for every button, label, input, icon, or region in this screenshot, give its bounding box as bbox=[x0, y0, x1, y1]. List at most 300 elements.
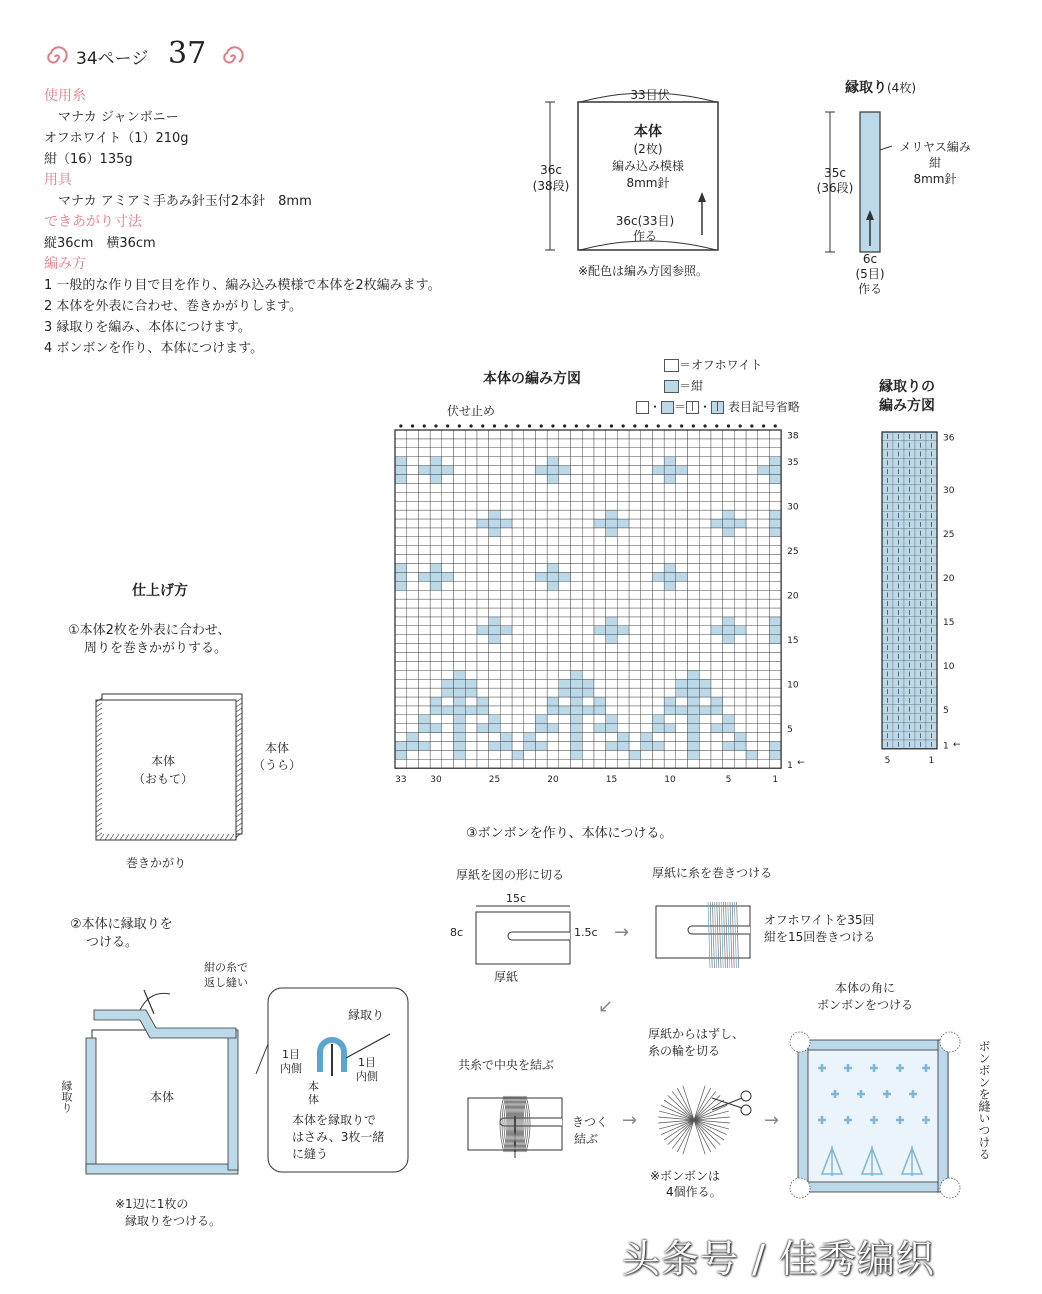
white-stitch bbox=[442, 750, 454, 759]
arrow-right-icon: → bbox=[764, 1110, 780, 1131]
white-stitch bbox=[582, 626, 594, 635]
body-cast-value: 36c(33目) bbox=[615, 214, 675, 228]
white-stitch bbox=[594, 759, 606, 768]
white-stitch bbox=[489, 697, 501, 706]
navy-stitch bbox=[547, 581, 559, 590]
white-stitch bbox=[454, 430, 466, 439]
navy-stitch bbox=[559, 679, 571, 688]
navy-stitch bbox=[617, 626, 629, 635]
white-stitch bbox=[407, 528, 419, 537]
white-stitch bbox=[641, 457, 653, 466]
white-stitch bbox=[547, 430, 559, 439]
white-stitch bbox=[769, 590, 781, 599]
white-stitch bbox=[454, 617, 466, 626]
white-stitch bbox=[430, 644, 442, 653]
white-stitch bbox=[571, 617, 583, 626]
navy-stitch bbox=[395, 742, 407, 751]
white-stitch bbox=[758, 750, 770, 759]
white-stitch bbox=[465, 670, 477, 679]
white-stitch bbox=[699, 546, 711, 555]
white-stitch bbox=[652, 653, 664, 662]
white-stitch bbox=[535, 733, 547, 742]
white-stitch bbox=[582, 466, 594, 475]
white-stitch bbox=[418, 733, 430, 742]
white-stitch bbox=[594, 661, 606, 670]
border-side-label: 縁取り bbox=[60, 1080, 73, 1113]
white-stitch bbox=[652, 492, 664, 501]
attach-note-2: ボンボンをつける bbox=[816, 998, 913, 1012]
finish-step-1-line-1: ①本体2枚を外表に合わせ、 bbox=[68, 623, 231, 638]
pompom-count-1: ※ボンボンは bbox=[650, 1169, 721, 1183]
white-stitch bbox=[559, 653, 571, 662]
navy-stitch bbox=[723, 715, 735, 724]
white-stitch bbox=[477, 475, 489, 484]
white-stitch bbox=[547, 644, 559, 653]
white-stitch bbox=[454, 644, 466, 653]
navy-stitch bbox=[489, 635, 501, 644]
finish-step-1-line-2: 周りを巻きかがりする。 bbox=[84, 641, 228, 656]
white-stitch bbox=[734, 653, 746, 662]
white-stitch bbox=[617, 510, 629, 519]
white-stitch bbox=[395, 759, 407, 768]
navy-stitch bbox=[606, 635, 618, 644]
white-stitch bbox=[676, 492, 688, 501]
pompom bbox=[940, 1032, 960, 1052]
legend-white bbox=[664, 356, 762, 373]
white-stitch bbox=[407, 510, 419, 519]
white-stitch bbox=[500, 590, 512, 599]
white-stitch bbox=[699, 599, 711, 608]
cut-label: 厚紙を図の形に切る bbox=[456, 868, 565, 882]
white-stitch bbox=[454, 661, 466, 670]
white-stitch bbox=[711, 510, 723, 519]
white-stitch bbox=[758, 617, 770, 626]
white-stitch bbox=[512, 617, 524, 626]
white-stitch bbox=[454, 483, 466, 492]
white-stitch bbox=[664, 519, 676, 528]
white-stitch bbox=[559, 608, 571, 617]
white-stitch bbox=[652, 661, 664, 670]
navy-stitch bbox=[407, 742, 419, 751]
white-stitch bbox=[641, 599, 653, 608]
white-stitch bbox=[711, 439, 723, 448]
navy-stitch bbox=[500, 742, 512, 751]
cushion-border bbox=[798, 1040, 808, 1192]
navy-stitch bbox=[442, 688, 454, 697]
white-stitch bbox=[524, 448, 536, 457]
white-stitch bbox=[571, 492, 583, 501]
white-stitch bbox=[664, 644, 676, 653]
white-stitch bbox=[758, 581, 770, 590]
inner-right-1: 1目 bbox=[358, 1056, 376, 1069]
white-stitch bbox=[758, 439, 770, 448]
white-stitch bbox=[746, 617, 758, 626]
white-stitch bbox=[652, 608, 664, 617]
white-stitch bbox=[699, 492, 711, 501]
navy-stitch bbox=[500, 733, 512, 742]
white-stitch bbox=[641, 724, 653, 733]
white-stitch bbox=[489, 546, 501, 555]
white-stitch bbox=[500, 599, 512, 608]
legend-navy-label: ＝紺 bbox=[679, 379, 704, 393]
white-stitch bbox=[617, 590, 629, 599]
white-stitch bbox=[395, 653, 407, 662]
navy-stitch bbox=[711, 519, 723, 528]
white-stitch bbox=[758, 706, 770, 715]
white-stitch bbox=[758, 759, 770, 768]
inner-left-2: 内側 bbox=[280, 1062, 302, 1075]
navy-stitch bbox=[676, 466, 688, 475]
white-stitch bbox=[652, 546, 664, 555]
white-stitch bbox=[652, 510, 664, 519]
white-stitch bbox=[758, 742, 770, 751]
white-stitch bbox=[617, 670, 629, 679]
white-stitch bbox=[395, 679, 407, 688]
navy-stitch bbox=[395, 466, 407, 475]
white-stitch bbox=[664, 679, 676, 688]
white-stitch bbox=[582, 670, 594, 679]
border-spec bbox=[880, 139, 990, 187]
white-stitch bbox=[430, 510, 442, 519]
bind-off-mark bbox=[715, 424, 718, 427]
white-stitch bbox=[769, 572, 781, 581]
white-stitch bbox=[746, 661, 758, 670]
navy-stitch bbox=[547, 475, 559, 484]
white-stitch bbox=[758, 492, 770, 501]
white-stitch bbox=[489, 457, 501, 466]
white-stitch bbox=[594, 715, 606, 724]
white-stitch bbox=[547, 679, 559, 688]
inner-left bbox=[276, 1048, 306, 1076]
white-stitch bbox=[676, 564, 688, 573]
white-stitch bbox=[676, 528, 688, 537]
white-stitch bbox=[746, 457, 758, 466]
white-stitch bbox=[524, 564, 536, 573]
white-stitch bbox=[489, 430, 501, 439]
white-stitch bbox=[535, 706, 547, 715]
white-stitch bbox=[512, 644, 524, 653]
white-stitch bbox=[407, 670, 419, 679]
white-stitch bbox=[407, 679, 419, 688]
white-stitch bbox=[442, 599, 454, 608]
white-stitch bbox=[606, 439, 618, 448]
white-stitch bbox=[418, 492, 430, 501]
white-stitch bbox=[676, 599, 688, 608]
navy-stitch bbox=[664, 457, 676, 466]
white-stitch bbox=[641, 430, 653, 439]
body-title: 本体 bbox=[634, 124, 662, 140]
white-swatch bbox=[636, 401, 649, 414]
white-stitch bbox=[711, 670, 723, 679]
white-stitch bbox=[723, 483, 735, 492]
white-stitch bbox=[734, 510, 746, 519]
white-stitch bbox=[606, 733, 618, 742]
white-stitch bbox=[512, 572, 524, 581]
white-stitch bbox=[535, 626, 547, 635]
wind-label: 厚紙に糸を巻きつける bbox=[652, 866, 773, 880]
white-stitch bbox=[629, 581, 641, 590]
white-stitch bbox=[547, 670, 559, 679]
white-stitch bbox=[512, 608, 524, 617]
white-stitch bbox=[418, 670, 430, 679]
white-stitch bbox=[512, 724, 524, 733]
white-stitch bbox=[758, 608, 770, 617]
card-width: 15c bbox=[506, 892, 527, 905]
white-stitch bbox=[617, 581, 629, 590]
white-stitch bbox=[547, 519, 559, 528]
back-label bbox=[252, 740, 302, 774]
white-stitch bbox=[652, 475, 664, 484]
navy-stitch bbox=[489, 510, 501, 519]
white-stitch bbox=[688, 617, 700, 626]
white-stitch bbox=[664, 501, 676, 510]
white-stitch bbox=[629, 564, 641, 573]
step-4: 4 ボンボンを作り、本体につけます。 bbox=[44, 341, 264, 356]
white-stitch bbox=[664, 492, 676, 501]
white-stitch bbox=[547, 617, 559, 626]
white-stitch bbox=[617, 564, 629, 573]
white-stitch bbox=[688, 448, 700, 457]
white-stitch bbox=[594, 653, 606, 662]
white-stitch bbox=[641, 483, 653, 492]
white-stitch bbox=[711, 475, 723, 484]
white-stitch bbox=[559, 564, 571, 573]
white-stitch bbox=[395, 519, 407, 528]
white-stitch bbox=[676, 439, 688, 448]
white-stitch bbox=[418, 519, 430, 528]
white-stitch bbox=[418, 581, 430, 590]
navy-stitch bbox=[535, 715, 547, 724]
white-stitch bbox=[617, 546, 629, 555]
back-sub: （うら） bbox=[252, 758, 301, 772]
white-stitch bbox=[407, 555, 419, 564]
white-stitch bbox=[477, 581, 489, 590]
white-stitch bbox=[629, 715, 641, 724]
white-stitch bbox=[723, 555, 735, 564]
white-stitch bbox=[430, 635, 442, 644]
white-stitch bbox=[442, 635, 454, 644]
white-stitch bbox=[477, 715, 489, 724]
white-stitch bbox=[465, 724, 477, 733]
white-stitch bbox=[524, 635, 536, 644]
finish-step-1 bbox=[68, 622, 231, 658]
white-stitch bbox=[465, 430, 477, 439]
white-stitch bbox=[512, 555, 524, 564]
white-stitch bbox=[723, 448, 735, 457]
white-stitch bbox=[676, 510, 688, 519]
white-stitch bbox=[547, 599, 559, 608]
white-stitch bbox=[723, 750, 735, 759]
navy-stitch bbox=[418, 466, 430, 475]
step-2: 2 本体を外表に合わせ、巻きかがりします。 bbox=[44, 299, 302, 314]
white-stitch bbox=[407, 546, 419, 555]
white-stitch bbox=[454, 528, 466, 537]
white-stitch bbox=[442, 430, 454, 439]
white-stitch bbox=[758, 688, 770, 697]
white-stitch bbox=[594, 679, 606, 688]
white-stitch bbox=[418, 555, 430, 564]
white-stitch bbox=[395, 635, 407, 644]
navy-stitch bbox=[430, 581, 442, 590]
white-stitch bbox=[477, 759, 489, 768]
white-stitch bbox=[524, 501, 536, 510]
white-stitch bbox=[524, 483, 536, 492]
white-stitch bbox=[500, 572, 512, 581]
white-stitch bbox=[524, 617, 536, 626]
white-stitch bbox=[547, 688, 559, 697]
navy-stitch bbox=[769, 466, 781, 475]
white-stitch bbox=[407, 475, 419, 484]
white-stitch bbox=[465, 519, 477, 528]
white-stitch bbox=[512, 599, 524, 608]
border-chart-title-1: 縁取りの bbox=[879, 379, 935, 395]
white-stitch bbox=[489, 679, 501, 688]
white-stitch bbox=[606, 546, 618, 555]
white-stitch bbox=[582, 599, 594, 608]
white-stitch bbox=[688, 661, 700, 670]
white-stitch bbox=[500, 653, 512, 662]
white-stitch bbox=[711, 661, 723, 670]
white-stitch bbox=[629, 599, 641, 608]
white-stitch bbox=[688, 430, 700, 439]
white-stitch bbox=[699, 564, 711, 573]
white-stitch bbox=[723, 661, 735, 670]
white-stitch bbox=[407, 439, 419, 448]
column-number-label: 5 bbox=[884, 755, 891, 766]
white-stitch bbox=[547, 510, 559, 519]
white-stitch bbox=[407, 724, 419, 733]
white-stitch bbox=[571, 759, 583, 768]
white-stitch bbox=[407, 688, 419, 697]
white-stitch bbox=[641, 546, 653, 555]
navy-stitch bbox=[547, 564, 559, 573]
white-stitch bbox=[746, 697, 758, 706]
white-stitch bbox=[442, 537, 454, 546]
white-stitch bbox=[489, 581, 501, 590]
white-stitch bbox=[418, 501, 430, 510]
navy-stitch bbox=[442, 572, 454, 581]
border-count: (4枚) bbox=[887, 81, 916, 95]
white-stitch bbox=[594, 608, 606, 617]
border-width-value: 6c bbox=[862, 252, 878, 266]
white-stitch bbox=[652, 581, 664, 590]
white-stitch bbox=[500, 644, 512, 653]
white-stitch bbox=[418, 599, 430, 608]
bind-off-label: 伏せ止め bbox=[447, 404, 496, 418]
white-stitch bbox=[395, 706, 407, 715]
white-stitch bbox=[477, 501, 489, 510]
white-stitch bbox=[758, 572, 770, 581]
white-stitch bbox=[559, 510, 571, 519]
navy-stitch bbox=[477, 626, 489, 635]
white-stitch bbox=[489, 653, 501, 662]
white-stitch bbox=[442, 501, 454, 510]
white-stitch bbox=[582, 510, 594, 519]
column-number-label: 5 bbox=[725, 775, 732, 786]
white-stitch bbox=[500, 661, 512, 670]
white-stitch bbox=[734, 608, 746, 617]
navy-stitch bbox=[769, 626, 781, 635]
white-stitch bbox=[711, 608, 723, 617]
white-stitch bbox=[559, 742, 571, 751]
navy-stitch bbox=[430, 572, 442, 581]
white-stitch bbox=[758, 546, 770, 555]
white-stitch bbox=[723, 590, 735, 599]
white-stitch bbox=[734, 572, 746, 581]
navy-stitch bbox=[524, 733, 536, 742]
white-stitch bbox=[688, 590, 700, 599]
white-stitch bbox=[418, 590, 430, 599]
white-stitch bbox=[418, 546, 430, 555]
white-stitch bbox=[758, 483, 770, 492]
white-stitch bbox=[676, 483, 688, 492]
white-stitch bbox=[734, 759, 746, 768]
white-stitch bbox=[676, 519, 688, 528]
white-stitch bbox=[699, 501, 711, 510]
white-stitch bbox=[699, 626, 711, 635]
knitting-chart bbox=[380, 418, 805, 788]
white-stitch bbox=[571, 466, 583, 475]
white-stitch bbox=[606, 653, 618, 662]
white-stitch bbox=[418, 626, 430, 635]
white-stitch bbox=[512, 537, 524, 546]
navy-stitch bbox=[395, 475, 407, 484]
border-chart-title bbox=[862, 378, 952, 416]
cut-loops-note bbox=[648, 1026, 744, 1060]
white-stitch bbox=[465, 439, 477, 448]
white-stitch bbox=[746, 679, 758, 688]
white-stitch bbox=[442, 483, 454, 492]
white-stitch bbox=[535, 599, 547, 608]
white-stitch bbox=[699, 528, 711, 537]
white-stitch bbox=[676, 724, 688, 733]
white-stitch bbox=[734, 501, 746, 510]
white-stitch bbox=[746, 626, 758, 635]
white-stitch bbox=[465, 742, 477, 751]
white-stitch bbox=[617, 430, 629, 439]
white-stitch bbox=[746, 644, 758, 653]
white-stitch bbox=[711, 599, 723, 608]
white-stitch bbox=[535, 661, 547, 670]
white-stitch bbox=[734, 688, 746, 697]
white-stitch bbox=[629, 510, 641, 519]
white-stitch bbox=[571, 483, 583, 492]
white-stitch bbox=[535, 608, 547, 617]
body-rows-value: (38段) bbox=[532, 179, 570, 193]
white-stitch bbox=[711, 537, 723, 546]
white-stitch bbox=[571, 590, 583, 599]
white-stitch bbox=[699, 653, 711, 662]
white-stitch bbox=[500, 706, 512, 715]
white-stitch bbox=[758, 510, 770, 519]
body-cast-on bbox=[600, 214, 690, 244]
white-stitch bbox=[500, 608, 512, 617]
navy-stitch bbox=[489, 742, 501, 751]
white-stitch bbox=[734, 706, 746, 715]
white-stitch bbox=[758, 501, 770, 510]
white-stitch bbox=[664, 688, 676, 697]
navy-stitch bbox=[664, 697, 676, 706]
bind-off-mark bbox=[692, 424, 695, 427]
white-stitch bbox=[769, 501, 781, 510]
white-stitch bbox=[617, 466, 629, 475]
detail-border-label: 縁取り bbox=[348, 1008, 385, 1022]
white-stitch bbox=[582, 492, 594, 501]
white-stitch bbox=[454, 599, 466, 608]
white-stitch bbox=[407, 706, 419, 715]
white-stitch bbox=[500, 510, 512, 519]
white-stitch bbox=[489, 475, 501, 484]
